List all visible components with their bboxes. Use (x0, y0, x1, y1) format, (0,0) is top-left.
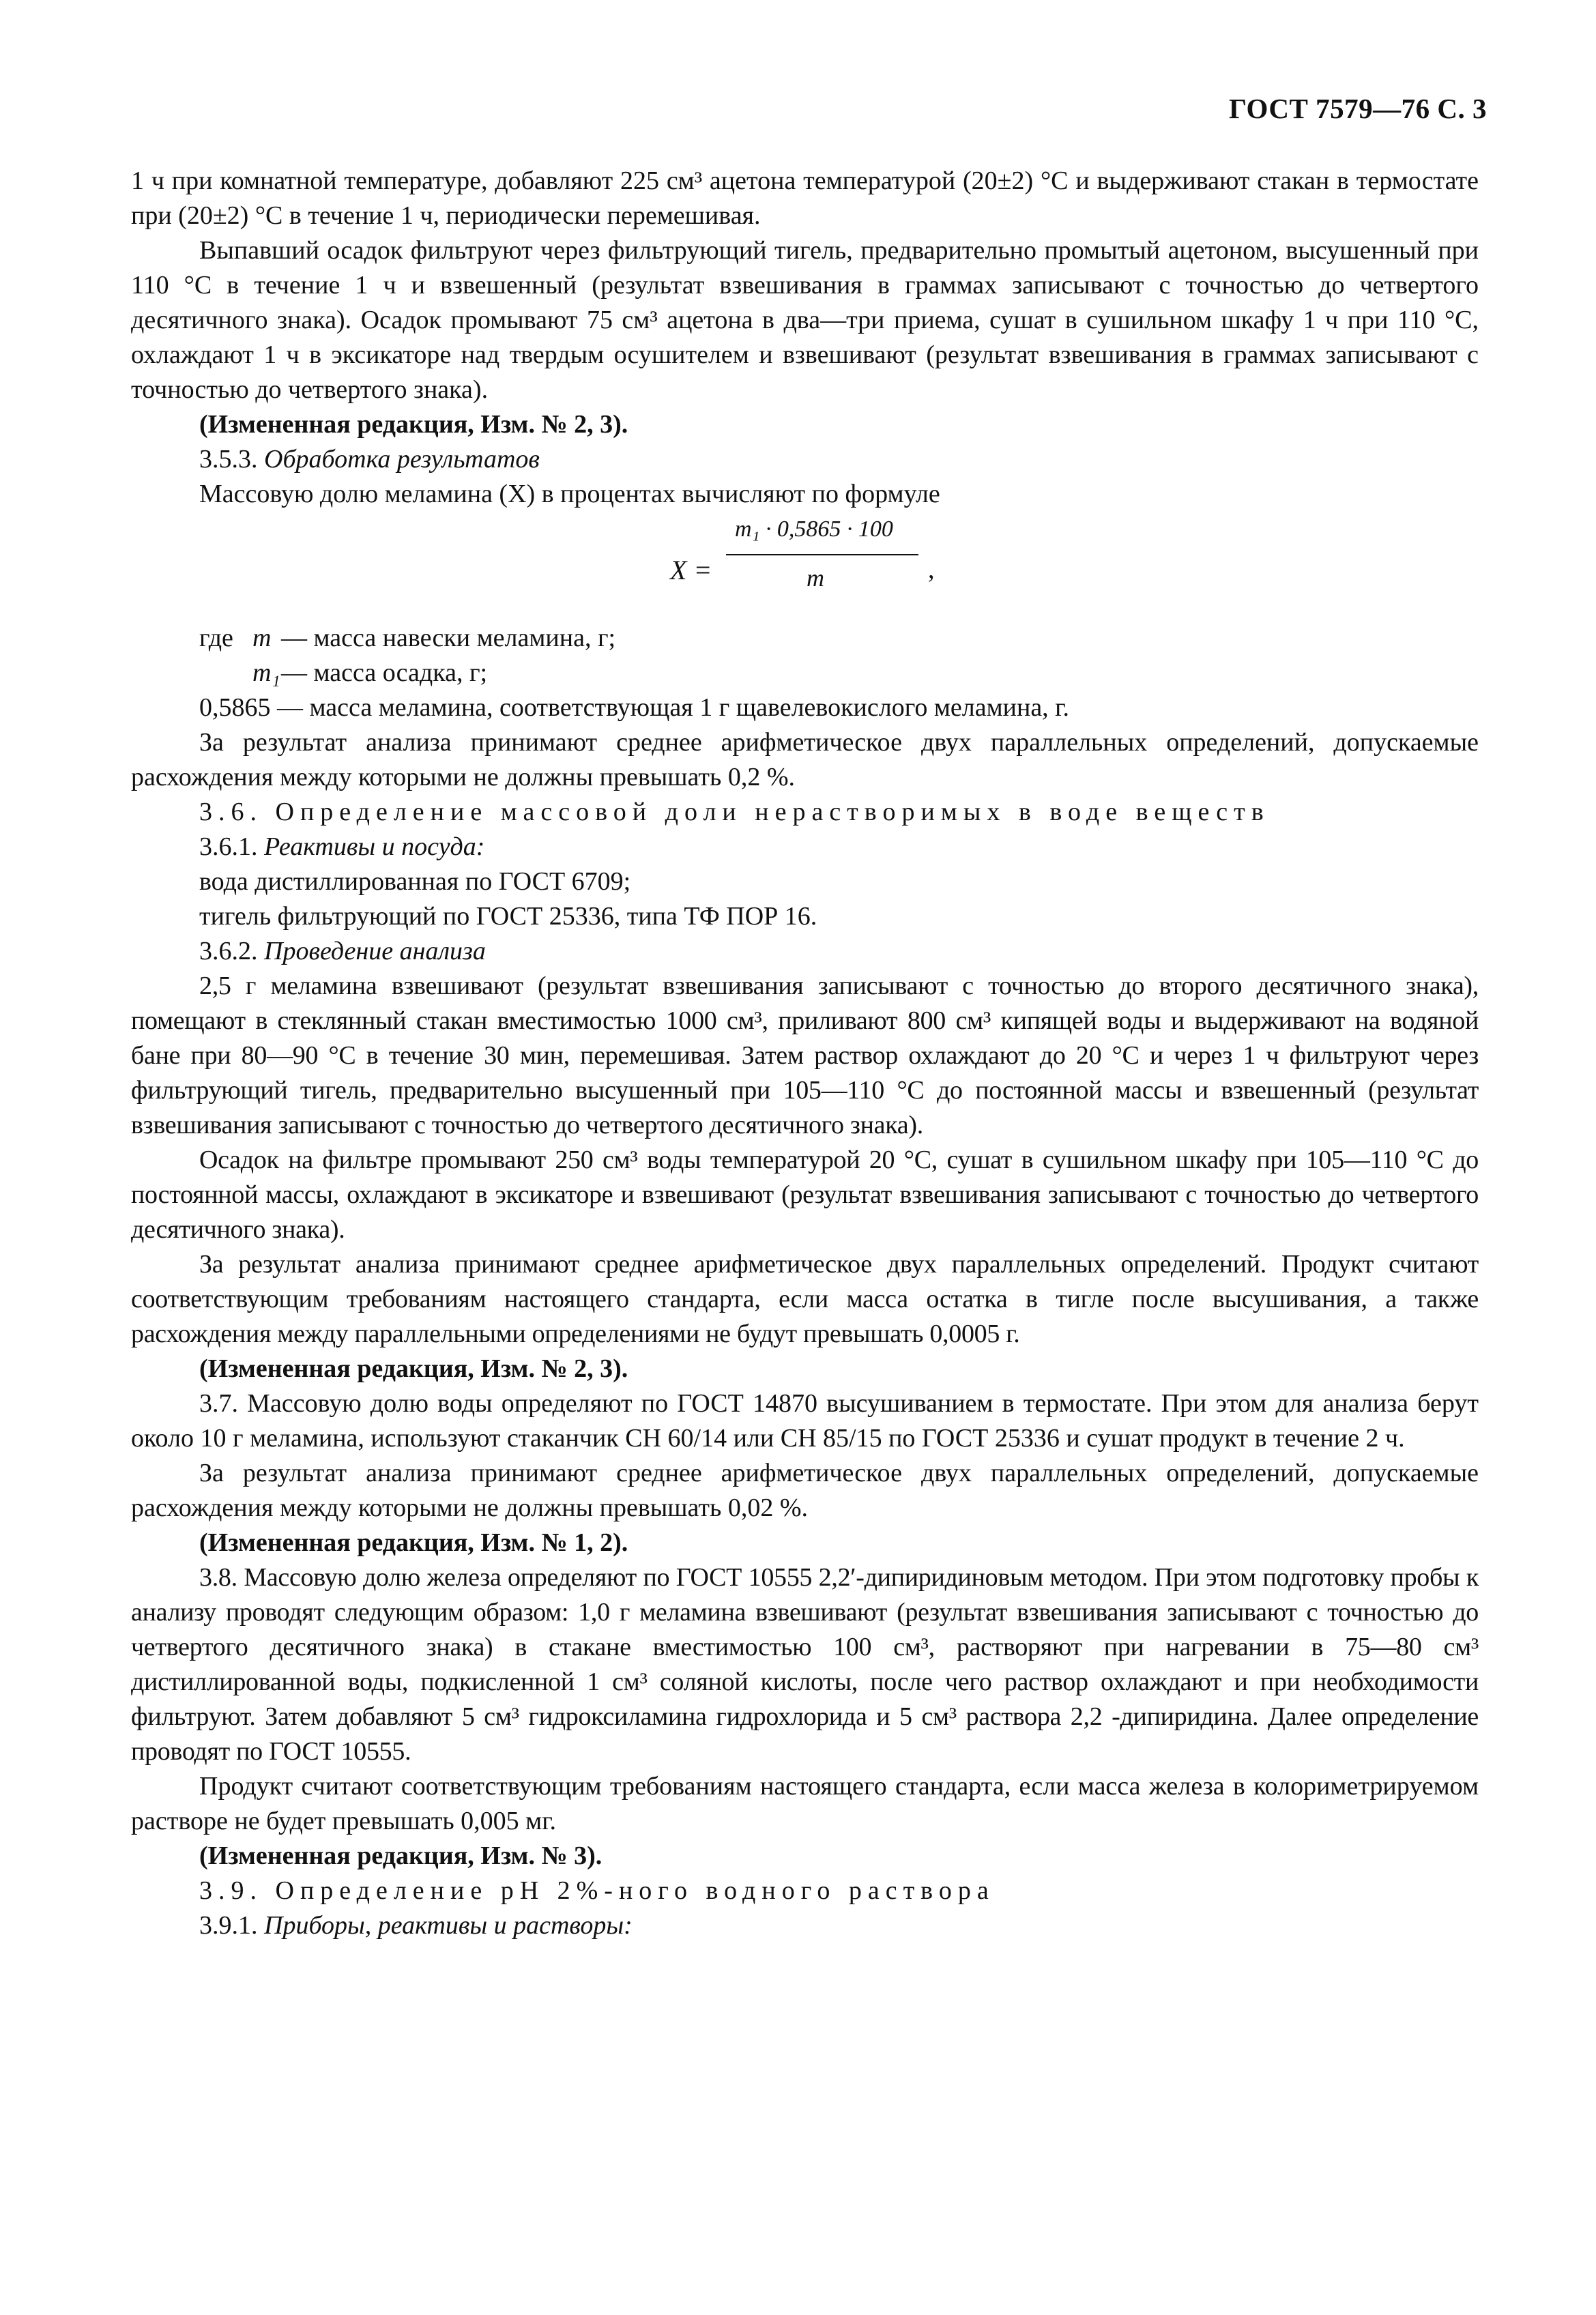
formula-numerator: m₁ · 0,5865 · 100 (735, 516, 893, 542)
legend-text: — масса навески меламина, г; (281, 624, 616, 652)
section-heading: 3.6. Определение массовой доли нерастворимых в воде веществ (199, 798, 1270, 826)
legend-prefix: где (199, 624, 233, 652)
formula (131, 512, 1479, 621)
revision-note: (Измененная редакция, Изм. № 3). (199, 1841, 603, 1870)
section-number: 3.6.2. (199, 937, 258, 965)
legend-line (131, 621, 1479, 656)
paragraph: Продукт считают соответствующим требованиям настоящего стандарта, если масса железа в колориметрируемом растворе не будет превышать 0,005 мг. (131, 1772, 1479, 1835)
section-heading: 3.9. Определение рН 2%-ного водного раствора (199, 1876, 995, 1905)
section-number: 3.6.1. (199, 832, 258, 861)
section-heading (131, 934, 1479, 969)
paragraph: Массовую долю меламина (X) в процентах вычисляют по формуле (199, 480, 940, 508)
section-number: 3.9.1. (199, 1911, 258, 1940)
section-heading (131, 1908, 1479, 1943)
paragraph: За результат анализа принимают среднее арифметическое двух параллельных определений. Продукт считают соответствующим требованиям настоящего стандарта, если масса остатка в тигле после высушивания, а также расхождения между параллельными определениями не будут превышать 0,0005 г. (131, 1250, 1479, 1348)
paragraph: 2,5 г меламина взвешивают (результат взвешивания записывают с точностью до второго десятичного знака), помещают в стеклянный стакан вместимостью 1000 см³, приливают 800 см³ кипящей воды и выдерживают на водяной бане при 80—90 °С в течение 30 мин, перемешивая. Затем раствор охлаждают до 20 °С и через 1 ч фильтруют через фильтрующий тигель, предварительно высушенный при 105—110 °С до постоянной массы и взвешенный (результат взвешивания записывают с точностью до четвертого десятичного знака). (131, 972, 1479, 1139)
legend-symbol: m₁ (252, 658, 280, 687)
section-title: Обработка результатов (264, 445, 540, 474)
legend-line (131, 690, 1479, 725)
legend-text: 0,5865 — масса меламина, соответствующая 1 г щавелевокислого меламина, г. (199, 693, 1069, 722)
legend-symbol: m (252, 624, 272, 652)
paragraph: Осадок на фильтре промывают 250 см³ воды температурой 20 °С, сушат в сушильном шкафу при 105—110 °С до постоянной массы, охлаждают в эксикаторе и взвешивают (результат взвешивания записывают с точностью до четвертого десятичного знака). (131, 1146, 1479, 1244)
paragraph: За результат анализа принимают среднее арифметическое двух параллельных определений, допускаемые расхождения между которыми не должны превышать 0,2 %. (131, 728, 1479, 791)
paragraph: 3.8. Массовую долю железа определяют по ГОСТ 10555 2,2′-дипиридиновым методом. При этом подготовку пробы к анализу проводят следующим образом: 1,0 г меламина взвешивают (результат взвешивания записывают с точностью до четвертого десятичного знака) в стакане вместимостью 100 см³, растворяют при нагревании в 75—80 см³ дистиллированной воды, подкисленной 1 см³ соляной кислоты, после чего раствор охлаждают и при необходимости фильтруют. Затем добавляют 5 см³ гидроксиламина гидрохлорида и 5 см³ раствора 2,2 -дипиридина. Далее определение проводят по ГОСТ 10555. (131, 1563, 1479, 1766)
legend-text: — масса осадка, г; (281, 658, 488, 687)
section-heading (131, 830, 1479, 864)
formula-comma: , (928, 555, 935, 584)
list-item: вода дистиллированная по ГОСТ 6709; (199, 867, 631, 896)
section-title: Реактивы и посуда: (264, 832, 485, 861)
fraction-bar (726, 554, 918, 555)
document-body (131, 164, 1479, 1943)
page-header: ГОСТ 7579—76 С. 3 (1228, 93, 1487, 124)
list-item: тигель фильтрующий по ГОСТ 25336, типа ТФ ПОР 16. (199, 902, 817, 931)
legend-line (131, 656, 1479, 690)
revision-note: (Измененная редакция, Изм. № 2, 3). (199, 410, 628, 439)
section-title: Приборы, реактивы и растворы: (264, 1911, 633, 1940)
paragraph: 1 ч при комнатной температуре, добавляют 225 см³ ацетона температурой (20±2) °С и выдерживают стакан в термостате при (20±2) °С в течение 1 ч, периодически перемешивая. (131, 166, 1479, 230)
paragraph: Выпавший осадок фильтруют через фильтрующий тигель, предварительно промытый ацетоном, высушенный при 110 °С в течение 1 ч и взвешенный (результат взвешивания в граммах записывают с точностью до четвертого десятичного знака). Осадок промывают 75 см³ ацетона в два—три приема, сушат в сушильном шкафу 1 ч при 110 °С, охлаждают 1 ч в эксикаторе над твердым осушителем и взвешивают (результат взвешивания в граммах записывают с точностью до четвертого знака). (131, 236, 1479, 404)
paragraph: За результат анализа принимают среднее арифметическое двух параллельных определений, допускаемые расхождения между которыми не должны превышать 0,02 %. (131, 1459, 1479, 1522)
section-title: Проведение анализа (264, 937, 486, 965)
formula-lhs: X = (670, 555, 712, 585)
revision-note: (Измененная редакция, Изм. № 1, 2). (199, 1528, 628, 1557)
section-heading (131, 442, 1479, 477)
paragraph: 3.7. Массовую долю воды определяют по ГОСТ 14870 высушиванием в термостате. При этом для анализа берут около 10 г меламина, используют стаканчик СН 60/14 или СН 85/15 по ГОСТ 25336 и сушат продукт в течение 2 ч. (131, 1389, 1479, 1453)
revision-note: (Измененная редакция, Изм. № 2, 3). (199, 1354, 628, 1383)
formula-denominator: m (807, 564, 824, 592)
section-number: 3.5.3. (199, 445, 258, 474)
